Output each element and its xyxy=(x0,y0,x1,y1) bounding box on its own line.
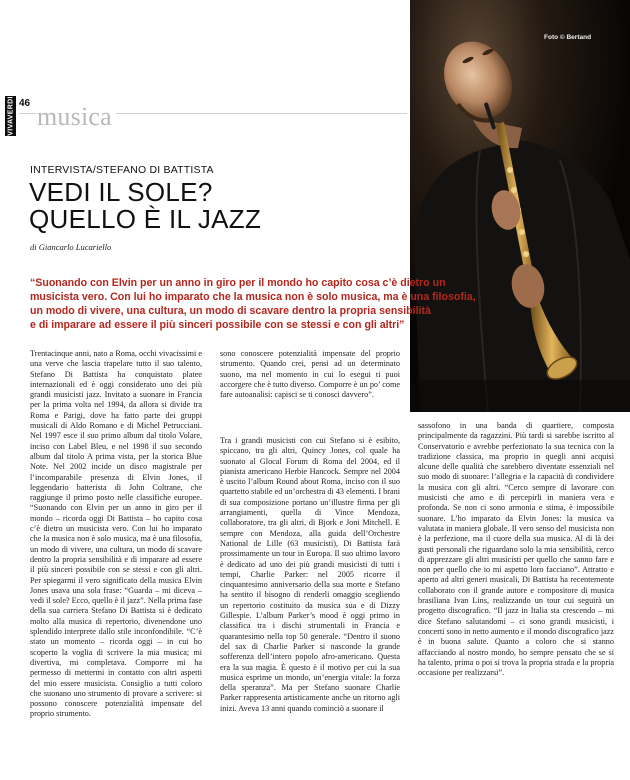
body-column-1 xyxy=(30,349,202,720)
magazine-name: VIVAVERDI xyxy=(7,96,14,136)
body-column-3 xyxy=(418,421,614,678)
section-title: musica xyxy=(36,102,116,132)
body-column-2 xyxy=(220,436,400,714)
headline-line-2: QUELLO È IL JAZZ xyxy=(29,204,262,234)
magazine-side-tab xyxy=(5,96,16,136)
pull-quote-line: e di imparare ad essere il più sinceri possibile con se stessi e con gli altri” xyxy=(30,319,405,331)
pull-quote-line: musicista vero. Con lui ho imparato che la musica non è solo musica, ma è una filosofia, xyxy=(30,291,476,303)
page-number: 46 xyxy=(19,98,31,109)
article-kicker: INTERVISTA/STEFANO DI BATTISTA xyxy=(30,164,214,176)
body-text: sassofono in una banda di quartiere, composta principalmente da ragazzini. Più tardi si sarebbe iscritto al Conservatorio e avrebbe perfezionato la sua tecnica con la tradizione classica, ma proprio in quegli anni acquisì alcune delle qualità che sarebbero diventate essenziali nel suo modo di suonare: l’allegria e la capacità di condividere la musica con gli altri. “Cerco sempre di lavorare con musicisti che amo e di percepirli in maniera vera e profonda. Se non ci sono armonia e stima, è impossibile suonare. L’ho imparato da Elvin Jones: la musica va valutata in maniera globale. Il vero senso del musicista non è la perfezione, ma il cuore della sua musica. Al di là dei gusti personali che riguardano solo la mia sensibilità, cerco di apprezzare gli altri musicisti per quello che sanno fare e non per quello che io mi aspetto loro facciano”. Attratto e aperto ad altri generi musicali, Di Battista ha recentemente collaborato con il grande autore e compositore di musica brasiliana Ivan Lins, realizzando un tour cui seguirà un progetto discografico. “Il jazz in Italia sta crescendo – mi dice Stefano salutandomi – ci sono grandi musicisti, i concerti sono in netto aumento e il mondo discografico jazz è in buona salute. Quanto a coloro che si stanno affacciando al nostro mondo, ho sempre pensato che se si ha talento, prima o poi si trova la propria strada e la propria occasione per realizzarsi”. xyxy=(418,421,614,678)
pull-quote-line: “Suonando con Elvin per un anno in giro per il mondo ho capito cosa c’è dietro un xyxy=(30,277,446,289)
saxophonist-photo xyxy=(410,0,630,412)
byline: di Giancarlo Lucariello xyxy=(30,242,112,252)
body-text: Tra i grandi musicisti con cui Stefano si è esibito, spiccano, tra gli altri, Quincy Jones, col quale ha suonato al Glocal Forum di Roma del 2004, ed il pianista americano Herbie Hancock. Sempre nel 2004 è uscito l’album Round about Roma, inciso con il suo quartetto stabile ed un’orchestra di 43 elementi. I brani di sua composizione portano un’illustre firma per gli arrangiamenti, quella di Vince Mendoza, collaboratore, tra gli altri, di Bjork e Joni Mitchell. E sempre con Mendoza, alla guida dell’Orchestre National de Lille (63 musicisti), Di Battista farà prossimamente un tour in Europa. Il suo ultimo lavoro è dedicato ad uno dei più grandi musicisti di tutti i tempi, Charlie Parker: nel 2005 ricorre il cinquantesimo anniversario della sua morte e Stefano ha sentito il bisogno di renderli omaggio scegliendo un repertorio costituito da musica sua e di Dizzy Gillespie. L’album Parker’s mood è oggi primo in classifica tra i dischi strumentali in Francia e quarantesimo nella top 50 generale. “Dentro il suono del sax di Charlie Parker si nasconde la grande sofferenza dell’intero popolo afro-americano. Questa era la sua magia. È questo è il motivo per cui la sua musica esprime un mondo, un’energia vitale: la forza della speranza”. Ma per Stefano suonare Charlie Parker rappresenta artisticamente anche un ritorno agli inizi. Aveva 13 anni quando cominciò a suonare il xyxy=(220,436,400,713)
photo-credit: Foto © Bertand xyxy=(544,34,592,41)
body-column-2-top xyxy=(220,349,400,400)
headline-line-1: VEDI IL SOLE? xyxy=(29,177,213,207)
saxophonist-illustration xyxy=(410,0,630,412)
pull-quote-line: un modo di vivere, una cultura, un modo di scavare dentro la propria sensibilità xyxy=(30,305,431,317)
body-text: sono conoscere potenzialità impensate del proprio strumento. Quando crei, pensi ad un determinato suono, ma nel momento in cui lo esegui ti puoi accorgere che è tutto diverso. Comporre è un po’ come fare autoanalisi: capisci se ti conosci davvero”. xyxy=(220,349,400,400)
body-text: Trentacinque anni, nato a Roma, occhi vivacissimi e una verve che lascia trapelare tutto il suo talento, Stefano Di Battista ha conquistato platee internazionali ed è oggi considerato uno dei più grandi musicisti jazz. Invitato a suonare in Francia per la prima volta nel 1994, da allora si divide tra Roma e Parigi, dove ha fatto parte dei gruppi musicali di Aldo Romano e di Michel Petrucciani. Nel 1997 esce il suo primo album dal titolo Volare, inciso con Label Bleu, e nel 1998 il suo secondo album dal titolo A prima vista, per la storica Blue Note. Nel 2002 incide un disco magistrale per l’incomparabile presenza di Elvin Jones, il leggendario batterista di John Coltrane, che raggiunge il primo posto nelle classifiche europee. “Suonando con Elvin per un anno in giro per il mondo – ricorda oggi Di Battista – ho capito cosa c’è dietro un musicista vero. Con lui ho imparato che la musica non è solo musica, ma è una filosofia, un modo di vivere, una cultura, un modo di scavare dentro la propria sensibilità e di imparare ad essere il più sinceri possibile con se stessi e con gli altri. Per spiegarmi il vero significato della musica Elvin Jones usava una sola frase: “Guarda – mi diceva – vedi il sole? Ecco, quello è il jazz”. Nella prima fase della sua carriera Stefano Di Battista si è dedicato molto alla musica di repertorio, divenendone uno splendido interprete dallo stile inconfondibile. “C’è stato un momento – ricorda oggi – in cui ho scoperto la voglia di scrivere la mia musica; mi divertiva, mi completava. Comporre mi ha permesso di mettermi in contatto con altri aspetti del mio essere musicista. Consiglio a tutti coloro che suonano uno strumento di provare a scrivere: si possono conoscere potenzialità impensate del proprio strumento. xyxy=(30,349,202,719)
